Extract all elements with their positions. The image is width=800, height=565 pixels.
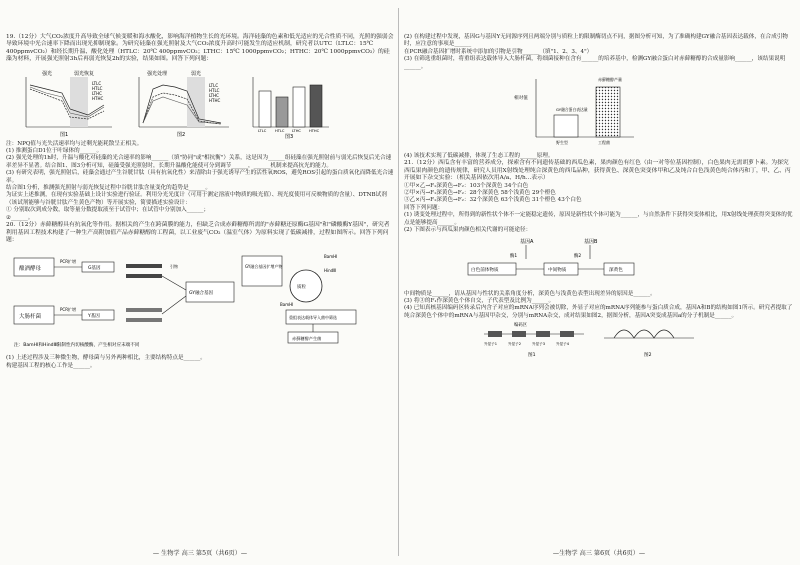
bar-label-ltlc: LTLC [258, 128, 267, 133]
pathway-enzyme-2: 酶2 [574, 253, 582, 259]
fig1-title2: 弱光恢复 [74, 70, 95, 77]
chart-y-label: 相对值 [514, 96, 528, 102]
q21-cross1: ①甲×乙→F₁深黄色→F₂：103个深黄色 34个白色 [404, 182, 529, 189]
q19-figure-3 [243, 67, 333, 139]
pathway-gene-b: 基因B [584, 238, 598, 245]
q21-s2: (2) 下图表示与西瓜果肉颜色相关代谢的可能途径： [404, 227, 532, 234]
bamh-site-2: BamHⅠ [280, 302, 294, 308]
legend-lthc: LTHC [92, 90, 102, 96]
q19-s1: (1) 推测蛋白D1位于叶绿体的______。 [6, 148, 103, 155]
pathway-enzyme-1: 酶1 [510, 253, 518, 259]
q20-s2: (2) 在构建过程中发现，基因G与基因Y无同源序列且两端分别与质粒上的限制酶切点不同，据图分析可知，为了准确构建GY融合基因表达载体，在合成引物时，应注意的事项是______ [404, 34, 788, 48]
legend2-htlc: HTLC [209, 87, 220, 93]
pcr-label-2: PCR扩增 [60, 307, 76, 313]
q19-s3c: 为证实上述推测，在现有实验基础上设计实验进行验证。利用分光光度计（可用于测定溶液中物质的吸光值）、现光度使用可反映物质的含量）、DTNB试剂（该试剂能够与谷胱甘肽产生黄色产物）等开展实验，简要描述实验设计： [6, 192, 387, 206]
q19-s3: (3) 有研究表明，强光照射后，硅藻会通过产生谷胱甘肽（具有抗氧化性）来清除由于强光诱导产生的活性氧ROS，避免ROS引起的蛋白质氧化而降低光合速率。 [6, 170, 394, 184]
q21-pathway [464, 235, 724, 287]
q21-intro: 21.（12分）西瓜含有丰富的营养成分，探索含有不同遗传基础的西瓜色素，果肉颜色有红色（由一对等位基因控制），白色果肉无需胡萝卜素。为探究西瓜果肉颜色的遗传规律，研究人员用X射线处理纯合深黄色的西瓜品种，获得黄色、深黄色突变体甲和乙及纯合白色浅黄色纯合体丙和丁，甲、乙、丙开展如下杂交实验：（相关基因依次用A/a、H/h...表示） [404, 160, 791, 182]
legend2-lthc: LTHC [209, 92, 219, 98]
pcr-label-1: PCR扩增 [60, 259, 76, 265]
fused-gene: GY融合基因 [189, 291, 214, 297]
q20-figure [6, 246, 386, 351]
gene-fig1-label: 图1 [528, 353, 536, 359]
q20-bar-chart [514, 71, 714, 149]
bar-label-lthc: LTHC [292, 128, 301, 133]
q20-caption: 注：BamHⅠ和HindⅢ限制性内切核酸酶，产生相对应末端不同 [14, 343, 140, 349]
q21-s5: (4) 已知真核基因编码区转录后内含子对应的mRNA序列会被切除，外显子对应的mRNA序列能参与蛋白质合成，基因A和B的结构如图1所示。研究者提取了纯合深黄色个体中的mRNA与基因甲杂交，分别与mRNA杂交，成对结果如图2，据图分析，基因A突变成基因a的分子机制是______。 [404, 305, 793, 319]
primer-label: 引物 [170, 264, 178, 270]
fig2-title: 强光处理 [147, 70, 168, 77]
bar-label-engineered: 工程菌 [598, 140, 610, 146]
coding-region-label: 编码区 [514, 323, 528, 329]
fig1-label: 图1 [60, 131, 69, 138]
pathway-gene-a: 基因A [520, 238, 534, 245]
gene-g: G基因 [88, 266, 101, 272]
pathway-middle: 中间物质 [548, 267, 567, 273]
q19-note: 注：NPQ值与光失活速率均与过剩光能耗散呈正相关。 [6, 140, 143, 147]
q19-s3b: 结合图1分析，推测强光照射与弱光恢复过程中谷胱甘肽含量变化的趋势是______。 [6, 185, 211, 192]
q19-s3e: ②______。 [6, 214, 34, 221]
chart-legend: 赤藓糖醇产量 [598, 77, 622, 83]
fig2-label: 图2 [177, 131, 186, 138]
q20-s3: 在PCR融合基因扩增时系统中添加的引物是引物______（填"1、2、3、4"） [404, 48, 593, 55]
box-yeast: 酿酒酵母 [19, 266, 42, 273]
bar-label-wild: 野生型 [556, 140, 568, 146]
legend2-ltlc: LTLC [209, 82, 219, 88]
q21-cross2: ②甲×丙→F₁深黄色→F₂：28个深黄色 58个浅黄色 29个橙色 [404, 190, 556, 197]
fig2-title2: 弱光 [191, 70, 202, 77]
exon-2: 外显子2 [508, 342, 522, 347]
q19-figure-2 [125, 67, 235, 139]
fig3-label: 图3 [285, 133, 294, 139]
left-footer: — 生物学 高三 第5页（共6页）— [152, 550, 248, 557]
q21-s1: (1) 诱变处理过程中，所得到的新性状个体不一定能稳定遗传，原因是新性状个体可能为______，与自然条件下获得突变体相比，用X射线处理获得突变体的优点是能够提高______。 [404, 212, 793, 226]
q20-s5: (4) 该技术实现了低碳减排，体现了生态工程的______原理。 [404, 153, 554, 160]
page-gutter [398, 8, 399, 556]
q19-figure-1 [12, 67, 117, 139]
pathway-white: 白色前体物质 [471, 267, 499, 273]
legend-ltlc: LTLC [92, 80, 102, 86]
q19-figures [12, 67, 394, 139]
exon-1: 外显子1 [484, 342, 498, 347]
q19-s2: (2) 强光处理的1h时，升温与酸化对硅藻的光合速率的影响______（填"协同"或"相抗衡"）关系，这是因为______组硅藻在强光照射前与弱光后恢复后光合速率差异不显著。结合图1、图3分析可知，硅藻受强光照射时，长期升温酸化能使可分到调节______，______机制来提高抗光的能力。 [6, 155, 392, 169]
q21-s3: 中间物质是______，请从基因与性状的关系角度分析，深黄色与浅黄色表型出现差异的原因是______。 [404, 290, 656, 297]
q20-intro: 20.（12分）赤藓糖醇具有抗氧化等作用。据相关的产生在跨菌膜的能力，但缺乏合成赤藓糖醇所需的"赤藓糖还原酶G基因"和"磷酸酶Y基因"，研究者利用基因工程技术构建了一种生产高附加值产品赤藓糖醇的工程菌，以工业废气CO₂（温室气体）为原料实现了低碳减排，过程如图所示。回答下列问题： [6, 222, 390, 243]
result-label: 赤藓糖醇产生菌 [292, 336, 322, 342]
pathway-deep-yellow: 深黄色 [609, 267, 623, 273]
vector-label: 重组表达载体导入菌中筛选 [289, 315, 337, 321]
q19-intro: 19.（12分）大气CO₂浓度升高导致全球气候变暖和海水酸化，影响海洋植物生长的光环境。海洋硅藻的色素和低光适应的光合性质不同，光照的强弱会导致环境中光合速率下降而出现光抑制现象。为研究硅藻在强光照射及大气CO₂浓度升高时可能发生的适应机制，研究者以UTC（LTLC：15℃ 400ppmvCO₂）和经长期升温、酸化处理（HTLC：20℃ 400ppmvCO₂；LTHC：15℃ 1000ppmvCO₂；HTHC：20℃ 1000ppmvCO₂）的硅藻为材料，开展强光照射3h后再弱光恢复2h的实验，结果如图。回答下列问题： [6, 34, 394, 63]
gene-fig2-label: 图2 [644, 353, 652, 359]
q20-s1: (1) 上述过程涉及三种微生物，酵母菌与另外两种相比，主要结构特点是______。 [6, 355, 206, 362]
plasmid-label: 质粒 [297, 285, 306, 291]
product-label: GY融合基因扩增产物 [245, 264, 283, 270]
q21-gene-figures [404, 320, 784, 364]
hind-site: HindⅢ [324, 268, 336, 274]
q20-s4: (3) 在筛选重组菌时，将重组表达载体导入大肠杆菌，将细菌接种在含有______的培养基中，检测GY融合蛋白对赤藓糖醇的合成量影响______，该结果说明______。 [404, 56, 786, 70]
exon-3: 外显子3 [532, 342, 546, 347]
q21-cross3: ③乙×丙→F₁深黄色→F₂：32个深黄色 63个浅黄色 31个橙色 43个白色 [404, 197, 582, 204]
box-ecoli: 大肠杆菌 [19, 314, 42, 321]
legend2-hthc: HTHC [209, 97, 221, 103]
bar-label-hthc: HTHC [309, 128, 320, 133]
legend-htlc: HTLC [92, 85, 103, 91]
fig1-title: 强光 [42, 70, 53, 77]
q21-note: 回答下列问题： [404, 204, 444, 211]
left-page [6, 0, 394, 565]
q21-s4: (3) 将③的F₁作深黄色个体自交，子代表型及比例为______。 [404, 297, 555, 304]
gene-y: Y基因 [88, 314, 100, 320]
chart-series-title: GY融合蛋白表达量 [556, 107, 588, 113]
bar-label-htlc: HTLC [275, 128, 285, 133]
legend-hthc: HTHC [92, 95, 104, 101]
q19-s3d: ① 分别取次到成分数，取等量分数提取液至于试管中；在试管中分别加入______； [6, 207, 210, 214]
bamh-site: BamHⅠ [324, 254, 338, 260]
q20-s1b: 构建基因工程的核心工作是______。 [6, 362, 96, 369]
right-footer: —生物学 高三 第6页（共6页）— [552, 550, 646, 557]
exon-4: 外显子4 [556, 342, 570, 347]
right-page [404, 0, 794, 565]
